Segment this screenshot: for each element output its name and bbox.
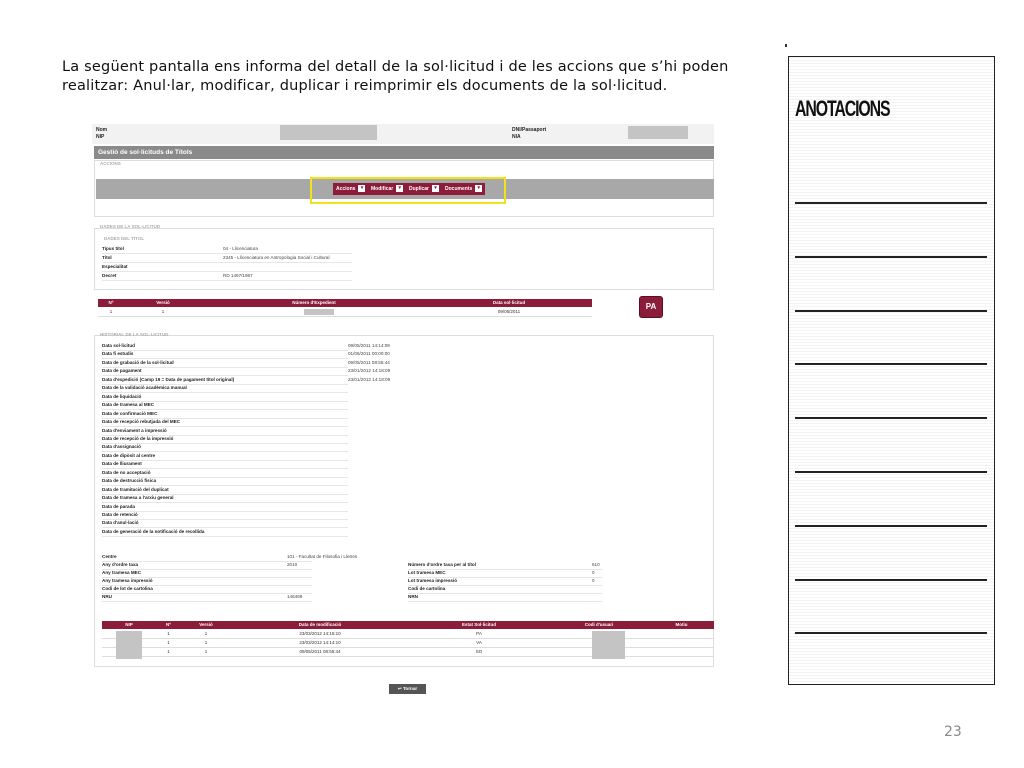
table-cell: 1 [167,631,170,636]
table-cell: 1 [204,649,208,654]
redacted-name [280,125,377,140]
pa-button[interactable]: PA [640,297,662,317]
centre-label: Número d'ordre taxa per al títol [408,562,476,567]
col-expedient: Número d'Expedient [292,300,336,305]
embedded-screenshot [92,124,714,700]
centre-label: Any tramesa MEC [102,570,142,575]
nia-label: NIA [512,134,521,140]
table-cell: SO [475,649,483,654]
history-item [102,528,348,537]
annotations-title: ANOTACIONS [795,96,890,121]
page-number: 23 [944,724,962,740]
dni-label: DNI/Passaport [512,127,547,133]
history-value: 23/01/2012 14:18:09 [348,368,391,374]
table-row[interactable]: 1 1 09/05/2011 [98,308,592,317]
history-label: Data de dipòsit al centre [102,452,156,458]
annotation-line [795,417,987,419]
titol-field-0: Tipus títol [102,245,352,254]
centre-label: Lot tramesa impressió [408,578,458,583]
table-cell: 23/03/2012 14:14:10 [299,640,341,645]
col-data: Data sol·licitud [492,300,526,305]
redacted-dni [628,126,688,139]
accions-button-label: Accions [336,186,356,192]
history-value: 09/05/2011 08:55:44 [348,359,390,365]
table-cell: 1 [167,649,170,654]
page-banner: Gestió de sol·licituds de Títols [94,146,714,159]
historial-section-title: HISTORIAL DE LA SOL·LICITUD [100,332,169,337]
documents-button-label: Documents [445,186,473,192]
titol-value-0: 04 - Llicenciatura [223,246,258,251]
col-versio: Versió [156,300,170,305]
annotation-line [795,256,987,258]
tornar-button[interactable]: ↩ Tornar [389,684,426,694]
annotation-line [795,525,987,527]
tornar-button-label: Tornar [402,686,418,691]
chevron-down-icon: ▾ [475,185,482,192]
redacted-expedient [304,309,334,315]
history-label: Data de no acceptació [102,469,151,475]
titol-value-1: 2345 - Llicenciatura en Antropologia Social i Cultural [223,255,330,260]
history-label: Data de generació de la notificació de recollida [102,528,205,534]
highlight-box [310,177,506,204]
history-label: Data de lliurament [102,461,142,467]
history-label: Data sol·licitud [102,343,135,348]
history-label: Data de destrucció física [102,478,157,484]
history-label: Data fi estudis [102,351,134,357]
history-label: Data de recepció rebutjada del MEC [102,419,181,425]
centre-value: 0 [592,570,595,575]
annotation-line [795,471,987,473]
history-label: Data d'anul·lació [102,520,139,526]
centre-label: NRN [408,594,418,599]
centre-value: 146469 [287,594,303,599]
annotation-line [795,363,987,365]
history-label: Data de confirmació MEC [102,410,158,416]
centre-value: 610 [592,562,600,567]
history-label: Data d'expedició (Camp 19 = Data de pagament títol original) [102,376,235,382]
history-value: 09/05/2011 14:14:09 [348,343,390,348]
history-label: Data de tramesa al MEC [102,402,155,408]
titol-field-2: Especialitat [102,263,352,272]
centre-value: 2010 [287,562,298,567]
table-cell: 1 [167,640,170,645]
centre-label: Any d'ordre taxa [102,562,139,567]
centre-label: Lot tramesa MEC [408,570,446,575]
chevron-down-icon: ▾ [396,185,403,192]
history-label: Data de pagament [102,368,142,374]
table-cell: 1 [204,631,208,636]
history-label: Data de la validació acadèmica manual [102,385,187,391]
annotation-line [795,579,987,581]
titol-field-3: Decret [102,272,352,281]
col-num: Nº [108,300,114,305]
annotations-panel [788,56,995,685]
annotation-line [795,310,987,312]
centre-value: 101 - Facultat de Filosofia i Lletres [287,554,358,559]
centre-field [408,593,602,602]
duplicar-button-label: Duplicar [409,186,430,192]
centre-label: Codi de lot de cartolina [102,586,153,591]
history-label: Data de tramitació del duplicat [102,486,169,492]
annotation-line [795,632,987,634]
centre-label: Any tramesa impressió [102,578,153,583]
nom-label: Nom [96,127,108,133]
expedient-table-header [98,299,592,307]
history-label: Data de parada [102,503,135,509]
titol-value-3: RD 1497/1987 [223,273,253,278]
history-label: Data de tramesa a l'arxiu general [102,495,174,501]
history-value: 01/06/2011 00:00:00 [348,351,390,357]
history-label: Data d'enviament a impressió [102,427,167,433]
dades-section-title: DADES DE LA SOL·LICITUD [100,224,161,229]
table-cell: 23/03/2012 14:15:10 [299,631,341,636]
history-value: 23/01/2012 14:18:09 [348,376,391,382]
accions-section-title: ACCIONS [100,161,121,166]
table-cell: 09/05/2011 08:55:44 [299,649,341,654]
slide-dot [785,44,787,47]
centre-field [102,593,312,602]
modificar-button-label: Modificar [371,186,394,192]
titol-field-1: Títol [102,254,352,263]
table-cell: PA [476,631,482,636]
redacted-nip [116,631,142,659]
history-label: Data de retenció [102,512,138,517]
chevron-down-icon: ▾ [432,185,439,192]
nip-label: NIP [96,134,105,140]
history-label: Data de liquidació [102,393,142,399]
centre-label: Centre [102,554,117,559]
history-label: Data de grabació de la sol·licitud [102,359,174,365]
annotation-line [795,202,987,204]
centre-value: 0 [592,578,595,583]
centre-label: Codi de cartolina [408,586,446,591]
redacted-user [592,631,625,659]
intro-paragraph: La següent pantalla ens informa del detall de la sol·licitud i de les accions que s’hi poden realitzar: Anul·lar, modificar, duplicar i reimprimir els documents de la sol·licitud. [62,59,729,94]
history-label: Data d'assignació [102,444,141,450]
hist-table-header: NIP Nº Versió Data de modificació Estat Sol·licitud Codi d'usuari Motiu [102,621,714,629]
table-cell: VA [476,640,482,645]
table-cell: 1 [204,640,208,645]
centre-label: NRU [102,594,112,599]
chevron-down-icon: ▾ [358,185,365,192]
titol-section-title: DADES DEL TÍTOL [104,236,145,241]
history-label: Data de recepció de la impressió [102,435,174,441]
user-header [92,124,714,144]
